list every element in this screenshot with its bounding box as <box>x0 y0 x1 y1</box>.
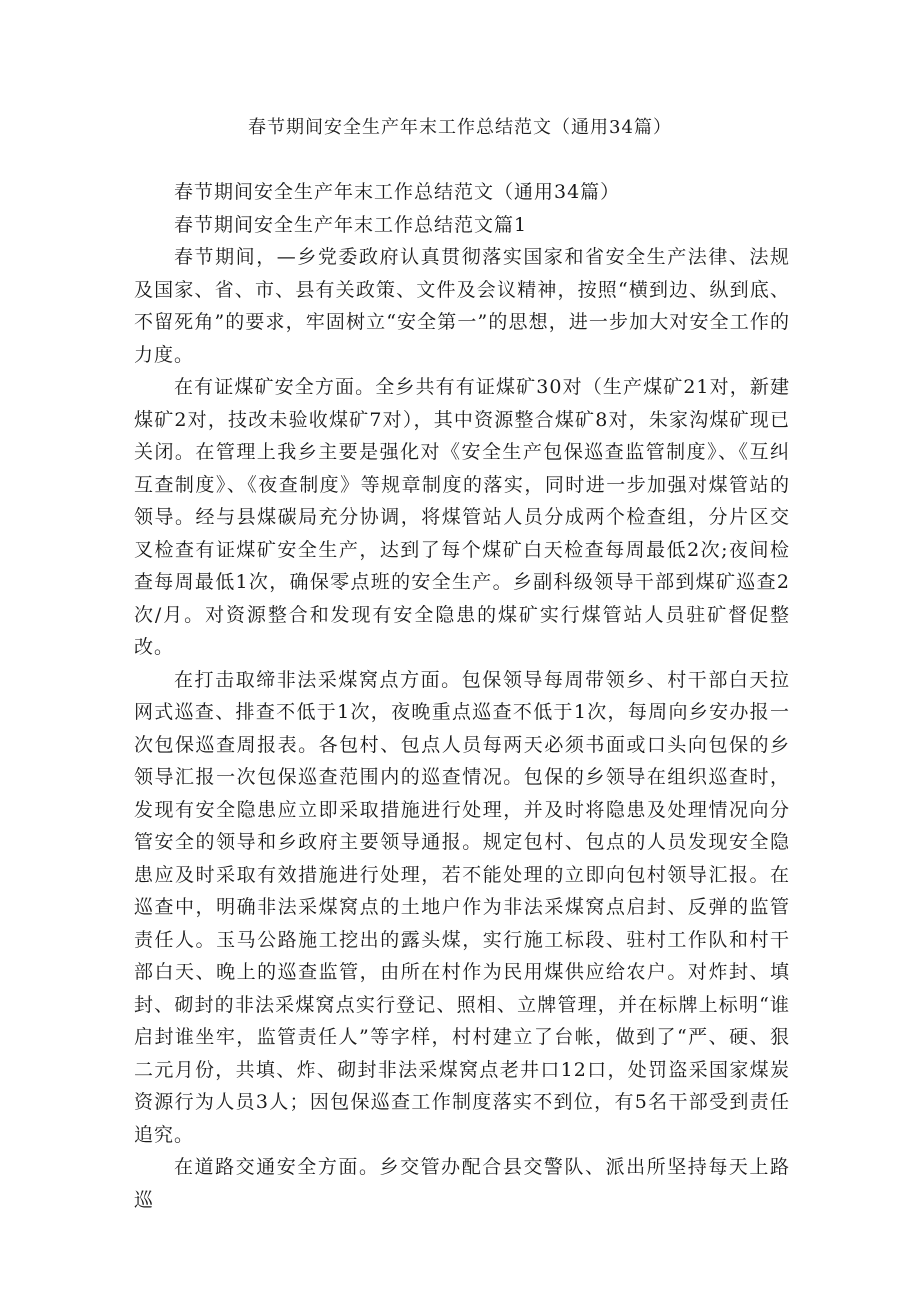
illegal-mining-paragraph: 在打击取缔非法采煤窝点方面。包保领导每周带领乡、村干部白天拉网式巡查、排查不低于1次，夜晚重点巡查不低于1次，每周向乡安办报一次包保巡查周报表。各包村、包点人员每两天必须书面或口头向包保的乡领导汇报一次包保巡查范围内的巡查情况。包保的乡领导在组织巡查时，发现有安全隐患应立即采取措施进行处理，并及时将隐患及处理情况向分管安全的领导和乡政府主要领导通报。规定包村、包点的人员发现安全隐患应及时采取有效措施进行处理，若不能处理的立即向包村领导汇报。在巡查中，明确非法采煤窝点的土地户作为非法采煤窝点启封、反弹的监管责任人。玉马公路施工挖出的露头煤，实行施工标段、驻村工作队和村干部白天、晚上的巡查监管，由所在村作为民用煤供应给农户。对炸封、填封、砌封的非法采煤窝点实行登记、照相、立牌管理，并在标牌上标明“谁启封谁坐牢，监管责任人”等字样，村村建立了台帐，做到了“严、硬、狠二元月份，共填、炸、砌封非法采煤窝点老井口12口，处罚盗采国家煤炭资源行为人员3人；因包保巡查工作制度落实不到位，有5名干部受到责任追究。 <box>134 668 790 1146</box>
road-safety-paragraph: 在道路交通安全方面。乡交管办配合县交警队、派出所坚持每天上路巡 <box>134 1156 790 1211</box>
subtitle-paragraph: 春节期间安全生产年末工作总结范文（通用34篇） <box>174 181 621 203</box>
intro-paragraph: 春节期间，—乡党委政府认真贯彻落实国家和省安全生产法律、法规及国家、省、市、县有关政策、文件及会议精神，按照“横到边、纵到底、不留死角”的要求，牢固树立“安全第一”的思想，进一步加大对安全工作的力度。 <box>134 246 790 366</box>
document-body <box>134 176 790 1216</box>
coal-mine-safety-paragraph: 在有证煤矿安全方面。全乡共有有证煤矿30对（生产煤矿21对，新建煤矿2对，技改未验收煤矿7对），其中资源整合煤矿8对，朱家沟煤矿现已关闭。在管理上我乡主要是强化对《安全生产包保巡查监管制度》、《互纠互查制度》、《夜查制度》等规章制度的落实，同时进一步加强对煤管站的领导。经与县煤碳局充分协调，将煤管站人员分成两个检查组，分片区交叉检查有证煤矿安全生产，达到了每个煤矿白天检查每周最低2次;夜间检查每周最低1次，确保零点班的安全生产。乡副科级领导干部到煤矿巡查2次/月。对资源整合和发现有安全隐患的煤矿实行煤管站人员驻矿督促整改。 <box>134 376 790 658</box>
section-heading: 春节期间安全生产年末工作总结范文篇1 <box>174 213 528 236</box>
document-title: 春节期间安全生产年末工作总结范文（通用34篇） <box>248 117 672 138</box>
